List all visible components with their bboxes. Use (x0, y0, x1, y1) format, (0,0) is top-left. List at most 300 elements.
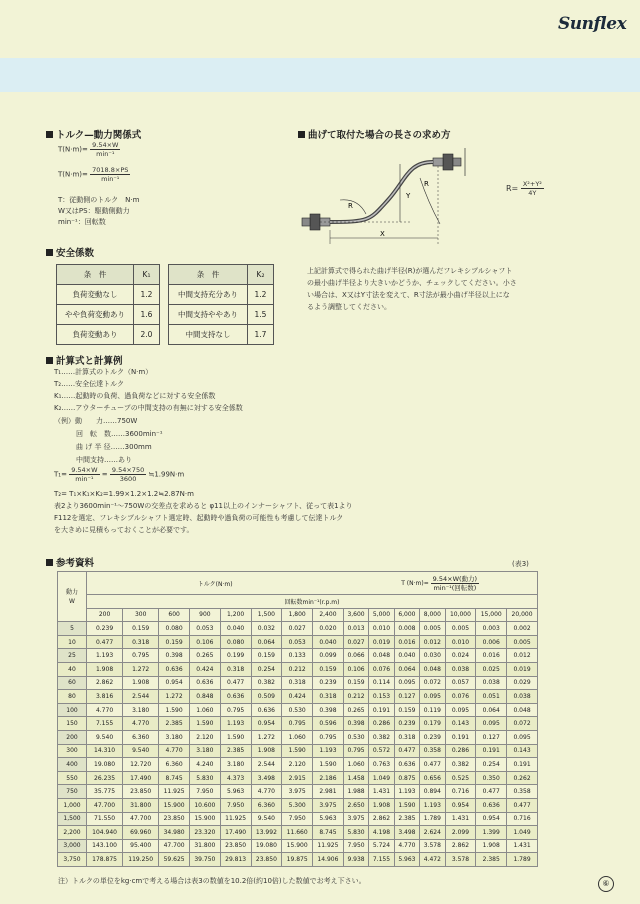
torque-cell: 0.064 (251, 635, 282, 649)
bend-fraction (521, 180, 544, 197)
torque-cell: 0.477 (507, 798, 538, 812)
calc-line-7: 曲 げ 半 径……300mm (76, 443, 152, 451)
table-row (58, 758, 538, 772)
torque-cell: 0.265 (189, 649, 220, 663)
torque-cell: 4.770 (251, 785, 282, 799)
f2-lhs: T(N·m)= (58, 170, 88, 179)
torque-cell: 1.272 (123, 662, 159, 676)
radius-arc-2 (420, 178, 440, 224)
table-formula-cell (343, 572, 537, 595)
f1-den: min⁻¹ (96, 150, 115, 158)
label-r2: R (424, 180, 429, 188)
torque-cell: 0.636 (394, 758, 419, 772)
eq-frac-2 (110, 466, 146, 483)
torque-cell: 0.040 (220, 622, 251, 636)
torque-cell: 0.005 (507, 635, 538, 649)
torque-cell: 0.954 (251, 717, 282, 731)
torque-cell: 0.003 (476, 622, 507, 636)
torque-cell: 0.265 (343, 703, 368, 717)
f1-fraction (90, 141, 120, 158)
torque-cell: 47.700 (123, 812, 159, 826)
torque-cell: 10.600 (189, 798, 220, 812)
rpm-header-13: 15,000 (476, 608, 507, 622)
torque-cell: 1.590 (313, 758, 344, 772)
table-row (58, 798, 538, 812)
brand-logo: Sunflex (558, 14, 627, 34)
rpm-header-14: 20,000 (507, 608, 538, 622)
ref-table-tag: (表3) (512, 560, 529, 568)
torque-cell: 3.975 (282, 785, 313, 799)
table-formula-fraction (431, 575, 479, 592)
torque-cell: 0.636 (251, 703, 282, 717)
torque-cell: 1.590 (220, 730, 251, 744)
torque-cell: 0.127 (476, 730, 507, 744)
bend-desc-2: の最小曲げ半径より大きいかどうか、チェックしてください。小さ (307, 279, 517, 287)
torque-cell: 1.193 (394, 785, 419, 799)
table-row (58, 690, 538, 704)
calc-heading: 計算式と計算例 (46, 353, 123, 367)
torque-cell: 0.106 (343, 662, 368, 676)
ref-heading: 参考資料 (46, 555, 94, 569)
torque-cell: 7.155 (369, 853, 394, 867)
torque-cell: 0.894 (420, 785, 445, 799)
torque-cell: 0.318 (123, 635, 159, 649)
torque-cell: 1.193 (87, 649, 123, 663)
torque-cell: 0.763 (369, 758, 394, 772)
torque-cell: 14.906 (313, 853, 344, 867)
table-row (58, 635, 538, 649)
torque-cell: 0.954 (159, 676, 190, 690)
torque-cell: 31.800 (189, 839, 220, 853)
power-cell: 60 (58, 676, 87, 690)
bend-desc-1: 上記計算式で得られた曲げ半径(R)が選んだフレキシブルシャフト (307, 267, 513, 275)
torque-cell: 0.095 (445, 703, 476, 717)
torque-cell: 1.988 (343, 785, 368, 799)
torque-cell: 0.716 (445, 785, 476, 799)
torque-cell: 1.789 (420, 812, 445, 826)
torque-cell: 5.963 (313, 812, 344, 826)
torque-cell: 9.540 (123, 744, 159, 758)
torque-cell: 0.254 (251, 662, 282, 676)
torque-cell: 1.590 (189, 717, 220, 731)
table-row (58, 649, 538, 663)
torque-cell: 17.490 (220, 826, 251, 840)
calc-equation (54, 466, 184, 483)
torque-cell: 0.424 (282, 690, 313, 704)
torque-note-2: W又はPS：駆動側動力 (58, 207, 130, 215)
k1-cond-1: やや負荷変動あり (57, 305, 134, 325)
torque-cell: 2.099 (445, 826, 476, 840)
torque-cell: 1.789 (507, 853, 538, 867)
eq-d2: 3600 (119, 475, 137, 483)
calc-line-5: （例）動 力……750W (54, 417, 138, 425)
safety-table-k2 (168, 264, 274, 345)
torque-cell: 0.350 (476, 771, 507, 785)
torque-cell: 3.180 (159, 730, 190, 744)
torque-cell: 2.624 (420, 826, 445, 840)
rpm-header-10: 6,000 (394, 608, 419, 622)
torque-cell: 0.716 (507, 812, 538, 826)
torque-cell: 0.048 (507, 703, 538, 717)
torque-cell: 1.908 (476, 839, 507, 853)
torque-cell: 9.540 (251, 812, 282, 826)
table-formula-den: min⁻¹(回転数) (433, 583, 477, 592)
torque-cell: 0.318 (394, 730, 419, 744)
power-cell: 80 (58, 690, 87, 704)
torque-cell: 4.770 (159, 744, 190, 758)
torque-cell: 12.720 (123, 758, 159, 772)
torque-cell: 5.724 (369, 839, 394, 853)
table-formula-num: 9.54×W(動力) (432, 574, 478, 583)
torque-cell: 35.775 (87, 785, 123, 799)
torque-cell: 0.002 (507, 622, 538, 636)
torque-cell: 19.875 (282, 853, 313, 867)
torque-cell: 0.095 (420, 690, 445, 704)
power-cell: 200 (58, 730, 87, 744)
torque-cell: 0.382 (445, 758, 476, 772)
power-cell: 550 (58, 771, 87, 785)
power-cell: 750 (58, 785, 87, 799)
torque-cell: 0.191 (507, 758, 538, 772)
header-band (0, 58, 640, 92)
torque-cell: 1.431 (369, 785, 394, 799)
torque-cell: 23.850 (159, 812, 190, 826)
torque-cell: 26.235 (87, 771, 123, 785)
torque-cell: 0.795 (343, 744, 368, 758)
eq-n2: 9.54×750 (111, 466, 145, 474)
torque-cell: 11.925 (220, 812, 251, 826)
torque-cell: 0.954 (476, 812, 507, 826)
k2-col-condition: 条 件 (169, 265, 248, 285)
torque-cell: 5.830 (189, 771, 220, 785)
torque-cell: 4.770 (123, 717, 159, 731)
torque-cell: 0.212 (343, 690, 368, 704)
torque-cell: 0.005 (420, 622, 445, 636)
torque-cell: 1.193 (420, 798, 445, 812)
torque-cell: 6.360 (159, 758, 190, 772)
torque-cell: 0.027 (343, 635, 368, 649)
torque-cell: 0.954 (445, 798, 476, 812)
torque-cell: 0.398 (313, 703, 344, 717)
torque-cell: 0.099 (313, 649, 344, 663)
torque-cell: 0.358 (420, 744, 445, 758)
eq-d1: min⁻¹ (75, 475, 94, 483)
torque-cell: 4.240 (189, 758, 220, 772)
power-cell: 1,500 (58, 812, 87, 826)
torque-cell: 59.625 (159, 853, 190, 867)
torque-cell: 0.159 (343, 676, 368, 690)
torque-cell: 1.193 (313, 744, 344, 758)
torque-cell: 0.795 (313, 730, 344, 744)
torque-cell: 0.076 (445, 690, 476, 704)
torque-cell: 0.382 (369, 730, 394, 744)
torque-cell: 1.590 (394, 798, 419, 812)
torque-cell: 0.008 (394, 622, 419, 636)
rpm-header-7: 2,400 (313, 608, 344, 622)
torque-cell: 3.975 (343, 812, 368, 826)
safety-table-k1 (56, 264, 160, 345)
torque-cell: 0.016 (476, 649, 507, 663)
ref-footnote: 注）トルクの単位をkg·cmで考える場合は表3の数値を10.2倍(約10倍)した数値でお考え下さい。 (58, 877, 366, 885)
torque-cell: 0.038 (445, 662, 476, 676)
torque-note-1: T：従動側のトルク N·m (58, 196, 140, 204)
calc-line-10: 表2より3600min⁻¹〜750Wの交差点を求めると φ11以上のインナーシャフト、従って表1より (54, 502, 353, 510)
torque-cell: 0.262 (507, 771, 538, 785)
torque-cell: 0.636 (159, 662, 190, 676)
k2-cond-0: 中間支持充分あり (169, 285, 248, 305)
rpm-header-8: 3,600 (343, 608, 368, 622)
table-row (58, 730, 538, 744)
torque-cell: 23.320 (189, 826, 220, 840)
power-cell: 3,750 (58, 853, 87, 867)
torque-cell: 0.398 (343, 717, 368, 731)
torque-cell: 0.179 (420, 717, 445, 731)
bend-num: X²+Y² (522, 180, 542, 188)
torque-cell: 0.030 (420, 649, 445, 663)
torque-cell: 2.544 (251, 758, 282, 772)
torque-formula-1 (58, 141, 120, 158)
torque-cell: 0.006 (476, 635, 507, 649)
k2-val-0: 1.2 (248, 285, 274, 305)
torque-cell: 0.572 (369, 744, 394, 758)
torque-cell: 0.636 (220, 690, 251, 704)
torque-cell: 0.080 (220, 635, 251, 649)
torque-cell: 0.051 (476, 690, 507, 704)
torque-cell: 0.010 (369, 622, 394, 636)
torque-cell: 3.498 (251, 771, 282, 785)
torque-cell: 23.850 (220, 839, 251, 853)
torque-cell: 4.770 (394, 839, 419, 853)
table-formula-lhs: T (N·m)= (401, 579, 429, 587)
k1-val-2: 2.0 (134, 325, 160, 345)
torque-cell: 0.656 (420, 771, 445, 785)
torque-cell: 0.239 (87, 622, 123, 636)
torque-cell: 2.915 (282, 771, 313, 785)
torque-cell: 0.509 (251, 690, 282, 704)
torque-cell: 39.750 (189, 853, 220, 867)
torque-cell: 0.080 (159, 622, 190, 636)
power-cell: 150 (58, 717, 87, 731)
torque-cell: 0.143 (445, 717, 476, 731)
torque-cell: 0.057 (445, 676, 476, 690)
torque-cell: 2.981 (313, 785, 344, 799)
torque-cell: 2.650 (343, 798, 368, 812)
torque-cell: 0.199 (220, 649, 251, 663)
k1-cond-0: 負荷変動なし (57, 285, 134, 305)
eq-end: ≒1.99N·m (148, 470, 185, 479)
torque-cell: 4.373 (220, 771, 251, 785)
torque-cell: 7.950 (343, 839, 368, 853)
torque-cell: 2.186 (313, 771, 344, 785)
torque-cell: 0.119 (420, 703, 445, 717)
torque-cell: 23.850 (251, 853, 282, 867)
torque-cell: 0.530 (343, 730, 368, 744)
torque-cell: 1.908 (123, 676, 159, 690)
k2-val-1: 1.5 (248, 305, 274, 325)
label-y: Y (406, 192, 411, 200)
torque-cell: 3.180 (189, 744, 220, 758)
table-row (58, 676, 538, 690)
torque-cell: 1.590 (282, 744, 313, 758)
torque-cell: 3.180 (123, 703, 159, 717)
torque-cell: 0.053 (189, 622, 220, 636)
torque-cell: 0.159 (159, 635, 190, 649)
torque-cell: 0.127 (394, 690, 419, 704)
torque-cell: 0.477 (87, 635, 123, 649)
torque-cell: 0.795 (123, 649, 159, 663)
bend-diagram (300, 140, 490, 255)
torque-cell: 3.180 (220, 758, 251, 772)
torque-cell: 0.191 (369, 703, 394, 717)
torque-cell: 2.862 (87, 676, 123, 690)
torque-cell: 5.963 (394, 853, 419, 867)
torque-cell: 2.385 (394, 812, 419, 826)
torque-cell: 1.060 (343, 758, 368, 772)
torque-cell: 0.239 (420, 730, 445, 744)
power-cell: 1,000 (58, 798, 87, 812)
rpm-header-0: 200 (87, 608, 123, 622)
torque-cell: 6.360 (251, 798, 282, 812)
torque-cell: 0.477 (220, 676, 251, 690)
calc-line-9: T₂= T₁×K₁×K₂=1.99×1.2×1.2≒2.87N·m (54, 490, 194, 498)
torque-cell: 0.106 (189, 635, 220, 649)
k2-cond-1: 中間支持ややあり (169, 305, 248, 325)
torque-cell: 0.239 (394, 717, 419, 731)
calc-line-4: K₂……アウターチューブの中間支持の有無に対する安全係数 (54, 404, 243, 412)
torque-cell: 0.066 (343, 649, 368, 663)
torque-cell: 6.360 (123, 730, 159, 744)
torque-cell: 0.019 (369, 635, 394, 649)
torque-cell: 4.198 (369, 826, 394, 840)
torque-cell: 3.975 (313, 798, 344, 812)
torque-cell: 0.095 (507, 730, 538, 744)
torque-cell: 19.080 (251, 839, 282, 853)
calc-line-2: T₂……安全伝達トルク (54, 380, 124, 388)
torque-cell: 1.272 (159, 690, 190, 704)
torque-cell: 143.100 (87, 839, 123, 853)
torque-cell: 2.385 (159, 717, 190, 731)
torque-cell: 0.016 (394, 635, 419, 649)
calc-line-11: F112を選定、フレキシブルシャフト選定時、起動時や過負荷の可能性も考慮して伝達トルク (54, 514, 344, 522)
torque-cell: 69.960 (123, 826, 159, 840)
torque-cell: 1.908 (251, 744, 282, 758)
table-row (58, 785, 538, 799)
torque-cell: 0.398 (159, 649, 190, 663)
torque-cell: 0.153 (369, 690, 394, 704)
power-cell: 25 (58, 649, 87, 663)
rpm-header-12: 10,000 (445, 608, 476, 622)
label-r1: R (348, 202, 353, 210)
torque-cell: 0.064 (476, 703, 507, 717)
table-row (58, 853, 538, 867)
torque-cell: 0.019 (507, 662, 538, 676)
f1-num: 9.54×W (92, 141, 119, 149)
torque-cell: 0.477 (394, 744, 419, 758)
torque-label-cell: トルク(N·m) (87, 572, 344, 595)
torque-cell: 14.310 (87, 744, 123, 758)
torque-cell: 0.095 (394, 676, 419, 690)
power-cell: 5 (58, 622, 87, 636)
torque-cell: 0.525 (445, 771, 476, 785)
torque-cell: 0.636 (476, 798, 507, 812)
torque-cell: 9.938 (343, 853, 368, 867)
torque-cell: 3.816 (87, 690, 123, 704)
rpm-header-11: 8,000 (420, 608, 445, 622)
torque-cell: 104.940 (87, 826, 123, 840)
torque-cell: 0.382 (251, 676, 282, 690)
k2-val-2: 1.7 (248, 325, 274, 345)
torque-cell: 1.049 (507, 826, 538, 840)
eq-frac-1 (69, 466, 99, 483)
torque-cell: 1.431 (507, 839, 538, 853)
torque-cell: 3.498 (394, 826, 419, 840)
torque-cell: 0.159 (123, 622, 159, 636)
torque-cell: 0.848 (189, 690, 220, 704)
bend-heading: 曲げて取付た場合の長さの求め方 (298, 127, 451, 141)
rpm-header-5: 1,500 (251, 608, 282, 622)
torque-cell: 0.159 (251, 649, 282, 663)
torque-cell: 17.490 (123, 771, 159, 785)
bend-desc-3: い場合は、X又はY寸法を変えて、R寸法が最小曲げ半径以上にな (307, 291, 510, 299)
torque-cell: 9.540 (87, 730, 123, 744)
torque-cell: 0.318 (282, 676, 313, 690)
torque-cell: 0.029 (507, 676, 538, 690)
torque-cell: 0.477 (476, 785, 507, 799)
rpm-label-cell: 回転数min⁻¹(r.p.m) (87, 595, 538, 609)
torque-cell: 1.049 (369, 771, 394, 785)
torque-cell: 47.700 (159, 839, 190, 853)
page-number: ⑥ (598, 876, 614, 892)
rpm-header-4: 1,200 (220, 608, 251, 622)
torque-cell: 0.076 (369, 662, 394, 676)
table-row (58, 622, 538, 636)
torque-heading: トルク—動力関係式 (46, 127, 141, 141)
torque-cell: 0.191 (445, 730, 476, 744)
torque-cell: 0.012 (420, 635, 445, 649)
torque-cell: 0.477 (420, 758, 445, 772)
torque-cell: 47.700 (87, 798, 123, 812)
torque-cell: 0.005 (445, 622, 476, 636)
bend-den: 4Y (528, 189, 537, 197)
eq-mid: = (101, 470, 108, 479)
table-row (58, 812, 538, 826)
table-row (58, 662, 538, 676)
torque-cell: 0.010 (445, 635, 476, 649)
torque-cell: 5.963 (220, 785, 251, 799)
torque-cell: 0.025 (476, 662, 507, 676)
table-row (58, 771, 538, 785)
torque-cell: 8.745 (313, 826, 344, 840)
torque-cell: 0.040 (313, 635, 344, 649)
torque-cell: 0.114 (369, 676, 394, 690)
label-x: X (380, 230, 385, 238)
torque-cell: 0.254 (476, 758, 507, 772)
bend-desc-4: るよう調整してください。 (307, 303, 391, 311)
table-row (58, 717, 538, 731)
table-row (58, 703, 538, 717)
torque-cell: 0.024 (445, 649, 476, 663)
torque-cell: 0.191 (476, 744, 507, 758)
rpm-header-6: 1,800 (282, 608, 313, 622)
table-row (58, 744, 538, 758)
torque-cell: 1.431 (445, 812, 476, 826)
torque-cell: 2.862 (369, 812, 394, 826)
torque-cell: 0.159 (394, 703, 419, 717)
torque-cell: 0.064 (394, 662, 419, 676)
torque-cell: 0.133 (282, 649, 313, 663)
torque-cell: 0.038 (507, 690, 538, 704)
torque-formula-2 (58, 166, 130, 183)
